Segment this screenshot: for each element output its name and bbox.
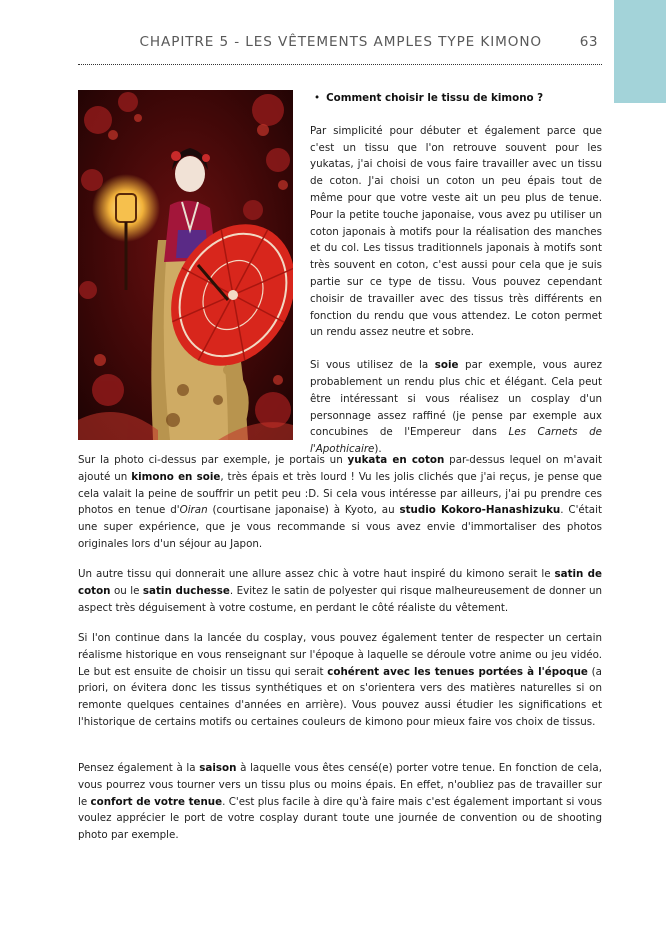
paragraph-cotton: Par simplicité pour débuter et également parce que c'est un tissu que l'on retrouve souvent pour les yukatas, j'ai choisi de vous faire travailler avec un tissu de coton. J'ai choisi un coton un peu épais tout de même pour que votre veste ait un peu plus de tenue. Pour la petite touche japonaise, vous avez pu utiliser un coton japonais à motifs pour la réalisation des manches et du col. Les tissus traditionnels japonais à motifs sont très souvent en coton, c'est aussi pour cela que je suis partie sur ce type de tissu. Vous pouvez cependant choisir de travailler avec des tissus très différents en fonction du rendu que vous attendez. Le coton permet un rendu assez neutre et sobre. — [310, 124, 602, 339]
bullet-icon: • — [314, 92, 321, 104]
season-bold-saison: saison — [199, 762, 237, 774]
chapter-title: CHAPITRE 5 - LES VÊTEMENTS AMPLES TYPE KIMONO — [139, 34, 542, 50]
header-dotted-rule — [78, 64, 602, 65]
satin-bold-coton: satin de coton — [78, 568, 602, 597]
paragraph-season-comfort — [78, 760, 602, 844]
history-text-c: (a priori, on évitera donc les tissus synthétiques et on s'orientera vers des matières naturelles si on remonte quelques centaines d'années en arrière). Vous pouvez aussi étudier les significations et l'historique de certains motifs ou certaines couleurs de kimono pour mieux faire vos choix de tissus. — [78, 665, 602, 728]
chapter-color-tab — [614, 0, 666, 103]
satin-bold-duchesse: satin duchesse — [142, 584, 230, 597]
history-bold-coherent: cohérent avec les tenues portées à l'époque — [327, 665, 588, 678]
silk-italic-title: Les Carnets de l'Apothicaire — [310, 426, 602, 456]
paragraph-historical-realism — [78, 630, 602, 731]
silk-text-a: Si vous utilisez de la — [310, 359, 435, 372]
photo-text-e: (courtisane japonaise) à Kyoto, au — [207, 504, 400, 517]
season-text-d: . C'est plus facile à dire qu'à faire mais c'est également important si vous voulez apprécier le port de votre cosplay durant toute une journée de convention ou de shooting photo par exemple. — [78, 795, 602, 842]
paragraph-silk — [310, 357, 602, 458]
running-header — [78, 34, 602, 54]
paragraph-photo-story — [78, 452, 602, 553]
season-text-c: à laquelle vous êtes censé(e) porter votre tenue. En fonction de cela, vous pourrez vous tourner vers un tissu plus ou moins épais. En effet, n'oubliez pas de travailler sur le — [78, 762, 602, 808]
photo-bold-yukata: yukata en coton — [347, 454, 445, 466]
satin-text-c: ou le — [110, 584, 143, 597]
paragraph-satin — [78, 566, 602, 616]
right-text-column — [310, 90, 602, 458]
geisha-photo-illustration — [78, 90, 293, 440]
geisha-photo — [78, 90, 293, 440]
photo-text-c: par-dessus lequel on m'avait ajouté un — [78, 454, 602, 483]
photo-text-f: . C'était une super expérience, que je vous recommande si vous avez envie d'immortaliser des photos originales lors d'un séjour au Japon. — [78, 504, 602, 550]
satin-text-a: Un autre tissu qui donnerait une allure assez chic à votre haut inspiré du kimono serait le — [78, 568, 555, 580]
silk-text-d: ). — [374, 443, 382, 456]
photo-bold-kimono: kimono en soie — [131, 470, 221, 483]
section-heading — [310, 90, 602, 107]
silk-bold-soie: soie — [434, 359, 459, 372]
photo-italic-oiran: Oiran — [179, 504, 208, 517]
season-bold-confort: confort de votre tenue — [90, 795, 223, 808]
photo-text-d: , très épais et très lourd ! Vu les jolis clichés que j'ai reçus, je pense que cela valait la peine de souffrir un petit peu :D. Si cela vous intéresse par ailleurs, j'ai pu prendre ces photos en tenue d' — [78, 470, 602, 517]
section-heading-text: Comment choisir le tissu de kimono ? — [326, 92, 544, 104]
history-text-a: Si l'on continue dans la lancée du cosplay, vous pouvez également tenter de respecter un certain réalisme historique en vous renseignant sur l'époque à laquelle se déroule votre anime ou jeu vidéo. Le but est ensuite de choisir un tissu qui serait — [78, 632, 602, 678]
satin-text-d: . Evitez le satin de polyester qui risque malheureusement de donner un aspect très déguisement à votre costume, en perdant le côté réaliste du vêtement. — [78, 584, 602, 614]
photo-bold-studio: studio Kokoro-Hanashizuku — [399, 504, 561, 517]
page-number: 63 — [579, 34, 598, 50]
season-text-a: Pensez également à la — [78, 762, 200, 774]
photo-text-a: Sur la photo ci-dessus par exemple, je portais un — [78, 454, 348, 466]
silk-text-c: par exemple, vous aurez probablement un rendu plus chic et élégant. Cela peut être intéressant si vous réalisez un cosplay d'un personnage assez raffiné (je pense par exemple aux concubines de l'Empereur dans — [310, 359, 602, 439]
